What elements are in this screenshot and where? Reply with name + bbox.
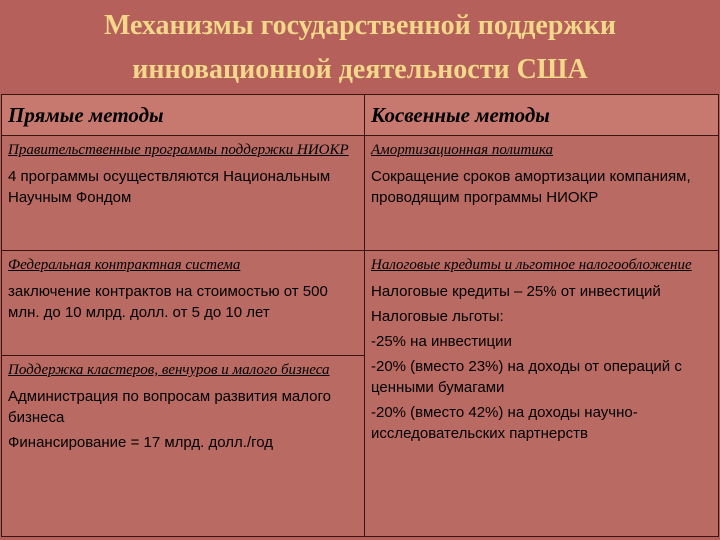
cell-heading: Амортизационная политика bbox=[371, 142, 553, 158]
cell-text: Налоговые льготы: bbox=[371, 308, 504, 325]
cell-text: -20% (вместо 23%) на доходы от операций с ценными бумагами bbox=[371, 358, 682, 396]
cell-depreciation-policy bbox=[365, 136, 719, 251]
cell-text: заключение контрактов на стоимостью от 500 млн. до 10 млрд. долл. от 5 до 10 лет bbox=[8, 283, 328, 321]
table-row bbox=[2, 251, 719, 356]
cell-text: -20% (вместо 42%) на доходы научно-исследовательских партнерств bbox=[371, 404, 638, 442]
cell-heading: Налоговые кредиты и льготное налогообложение bbox=[371, 257, 692, 273]
title-line-2: инновационной деятельности США bbox=[132, 54, 588, 85]
cell-text: Налоговые кредиты – 25% от инвестиций bbox=[371, 283, 661, 300]
title-line-1: Механизмы государственной поддержки bbox=[103, 10, 616, 41]
page-title bbox=[0, 4, 720, 92]
cell-federal-contracts bbox=[2, 251, 365, 356]
table-row bbox=[2, 136, 719, 251]
cell-text: -25% на инвестиции bbox=[371, 333, 512, 350]
cell-text: Администрация по вопросам развития малого бизнеса bbox=[8, 388, 332, 426]
cell-tax-credits bbox=[365, 251, 719, 537]
methods-table bbox=[1, 94, 719, 537]
cell-gov-programs bbox=[2, 136, 365, 251]
cell-heading: Поддержка кластеров, венчуров и малого бизнеса bbox=[8, 362, 330, 378]
cell-text: Финансирование = 17 млрд. долл./год bbox=[8, 434, 274, 451]
cell-text: 4 программы осуществляются Национальным Научным Фондом bbox=[8, 168, 331, 206]
cell-cluster-support bbox=[2, 356, 365, 537]
header-direct-methods: Прямые методы bbox=[2, 95, 365, 136]
cell-heading: Федеральная контрактная система bbox=[8, 257, 241, 273]
cell-heading: Правительственные программы поддержки НИОКР bbox=[8, 142, 349, 158]
table-header-row bbox=[2, 95, 719, 136]
header-indirect-methods: Косвенные методы bbox=[365, 95, 719, 136]
cell-text: Сокращение сроков амортизации компаниям, проводящим программы НИОКР bbox=[371, 168, 691, 206]
